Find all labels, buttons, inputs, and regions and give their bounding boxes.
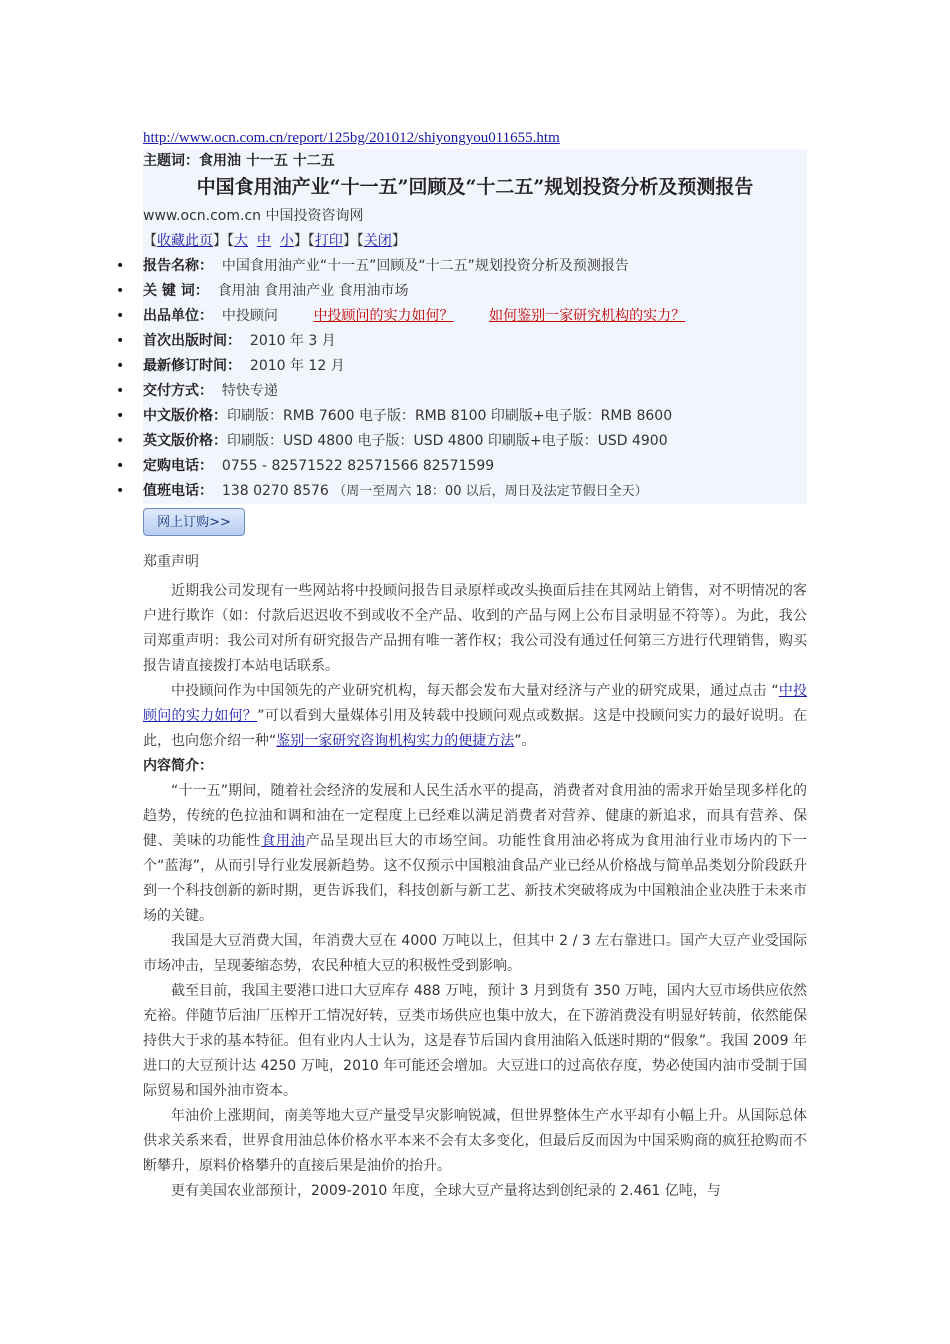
source-url-link[interactable]: http://www.ocn.com.cn/report/125bg/201012/shiyongyou011655.htm — [143, 130, 560, 146]
statement-paragraph-2: 中投顾问作为中国领先的产业研究机构，每天都会发布大量对经济与产业的研究成果，通过点击 “中投顾问的实力如何？”可以看到大量媒体引用及转载中投顾问观点或数据。这是中投顾问实力的最好说明。在此，也向您介绍一种“鉴别一家研究咨询机构实力的便捷方法”。 — [143, 683, 808, 749]
fact-first-publish: • 首次出版时间： 2010 年 3 月 — [143, 329, 807, 354]
subject-keywords: 主题词：食用油 十一五 十二五 — [143, 153, 335, 169]
bullet-icon: • — [116, 408, 125, 424]
fact-report-name: • 报告名称： 中国食用油产业“十一五”回顾及“十二五”规划投资分析及预测报告 — [143, 254, 807, 279]
site-line — [143, 204, 807, 228]
fact-publisher: • 出品单位： 中投顾问 中投顾问的实力如何？ 如何鉴别一家研究机构的实力？ — [143, 304, 807, 329]
close-link[interactable]: 关闭 — [363, 233, 392, 249]
fact-order-phone: • 定购电话： 0755 - 82571522 82571566 82571599 — [143, 454, 807, 479]
font-size-big-link[interactable]: 大 — [234, 233, 248, 249]
font-size-small-link[interactable]: 小 — [279, 233, 294, 249]
statement-heading: 郑重声明 — [143, 554, 199, 570]
bullet-icon: • — [116, 358, 125, 374]
fact-en-price: • 英文版价格：印刷版：USD 4800 电子版：USD 4800 印刷版+电子版：USD 4900 — [143, 429, 807, 454]
intro-paragraph-4: 年油价上涨期间，南美等地大豆产量受旱灾影响锐减，但世界整体生产水平却有小幅上升。从国际总体供求关系来看，世界食用油总体价格水平本来不会有太多变化，但最后反而因为中国采购商的疯狂抢购而不断攀升，原料价格攀升的直接后果是油价的抬升。 — [143, 1108, 807, 1174]
site-domain: www.ocn.com.cn — [143, 208, 262, 224]
toolbar-links: 【收藏此页】【大 中 小】【打印】【关闭】 — [143, 233, 406, 249]
intro-paragraph-5: 更有美国农业部预计，2009-2010 年度，全球大豆产量将达到创纪录的 2.461 亿吨，与 — [171, 1183, 721, 1199]
bullet-icon: • — [116, 258, 125, 274]
evaluate-institution-link[interactable]: 如何鉴别一家研究机构的实力？ — [489, 308, 686, 324]
intro-paragraph-1: “十一五”期间，随着社会经济的发展和人民生活水平的提高，消费者对食用油的需求开始呈现多样化的趋势，传统的色拉油和调和油在一定程度上已经难以满足消费者对营养、健康的新追求，而具有营养、保健、美味的功能性食用油产品呈现出巨大的市场空间。功能性食用油必将成为食用油行业市场内的下一个“蓝海”，从而引导行业发展新趋势。这不仅预示中国粮油食品产业已经从价格战与简单品类划分阶段跃升到一个科技创新的新时期，更告诉我们，科技创新与新工艺、新技术突破将成为中国粮油企业决胜于未来市场的关键。 — [143, 783, 808, 924]
fact-duty-phone: • 值班电话： 138 0270 8576 （周一至周六 18：00 以后，周日及法定节假日全天） — [143, 479, 807, 504]
intro-paragraph-2: 我国是大豆消费大国，年消费大豆在 4000 万吨以上，但其中 2 / 3 左右靠进口。国产大豆产业受国际市场冲击，呈现萎缩态势，农民种植大豆的积极性受到影响。 — [143, 933, 807, 974]
intro-heading: 内容简介： — [143, 758, 213, 774]
fact-revised: • 最新修订时间： 2010 年 12 月 — [143, 354, 807, 379]
report-info-box — [116, 149, 807, 504]
print-link[interactable]: 打印 — [314, 233, 343, 249]
bullet-icon: • — [116, 308, 125, 324]
report-facts-list — [116, 254, 807, 504]
statement-method-link[interactable]: 鉴别一家研究咨询机构实力的便捷方法 — [276, 733, 515, 749]
fact-keywords: • 关 键 词： 食用油 食用油产业 食用油市场 — [143, 279, 807, 304]
bullet-icon: • — [116, 283, 125, 299]
bullet-icon: • — [116, 383, 125, 399]
fact-delivery: • 交付方式： 特快专递 — [143, 379, 807, 404]
order-online-button[interactable]: 网上订购>> — [143, 508, 245, 536]
fact-cn-price: • 中文版价格：印刷版：RMB 7600 电子版：RMB 8100 印刷版+电子版：RMB 8600 — [143, 404, 807, 429]
intro-paragraph-3: 截至目前，我国主要港口进口大豆库存 488 万吨，预计 3 月到货有 350 万吨，国内大豆市场供应依然充裕。伴随节后油厂压榨开工情况好转，豆类市场供应也集中放大，在下游消费没有明显好转前，依然能保持供大于求的基本特征。但有业内人士认为，这是春节后国内食用油陷入低迷时期的“假象”。我国 2009 年进口的大豆预计达 4250 万吨，2010 年可能还会增加。大豆进口的过高依存度，势必使国内油市受制于国际贸易和国外油市资本。 — [143, 983, 807, 1099]
bullet-icon: • — [116, 483, 125, 499]
statement-strength-link[interactable]: 中投顾问的实力如何？ — [143, 683, 808, 724]
document-page — [116, 127, 808, 1204]
edible-oil-link[interactable]: 食用油 — [261, 833, 306, 849]
publisher-strength-link[interactable]: 中投顾问的实力如何？ — [313, 308, 454, 324]
font-size-mid-link[interactable]: 中 — [256, 233, 271, 249]
bullet-icon: • — [116, 433, 125, 449]
article-body — [143, 550, 807, 1204]
site-name: 中国投资咨询网 — [261, 208, 364, 224]
bookmark-link[interactable]: 收藏此页 — [157, 233, 213, 249]
bullet-icon: • — [116, 333, 125, 349]
bullet-icon: • — [116, 458, 125, 474]
statement-paragraph-1: 近期我公司发现有一些网站将中投顾问报告目录原样或改头换面后挂在其网站上销售，对不明情况的客户进行欺诈（如：付款后迟迟收不到或收不全产品、收到的产品与网上公布目录明显不符等）。为此，我公司郑重声明：我公司对所有研究报告产品拥有唯一著作权；我公司没有通过任何第三方进行代理销售，购买报告请直接拨打本站电话联系。 — [143, 583, 807, 674]
report-title: 中国食用油产业“十一五”回顾及“十二五”规划投资分析及预测报告 — [196, 176, 754, 198]
